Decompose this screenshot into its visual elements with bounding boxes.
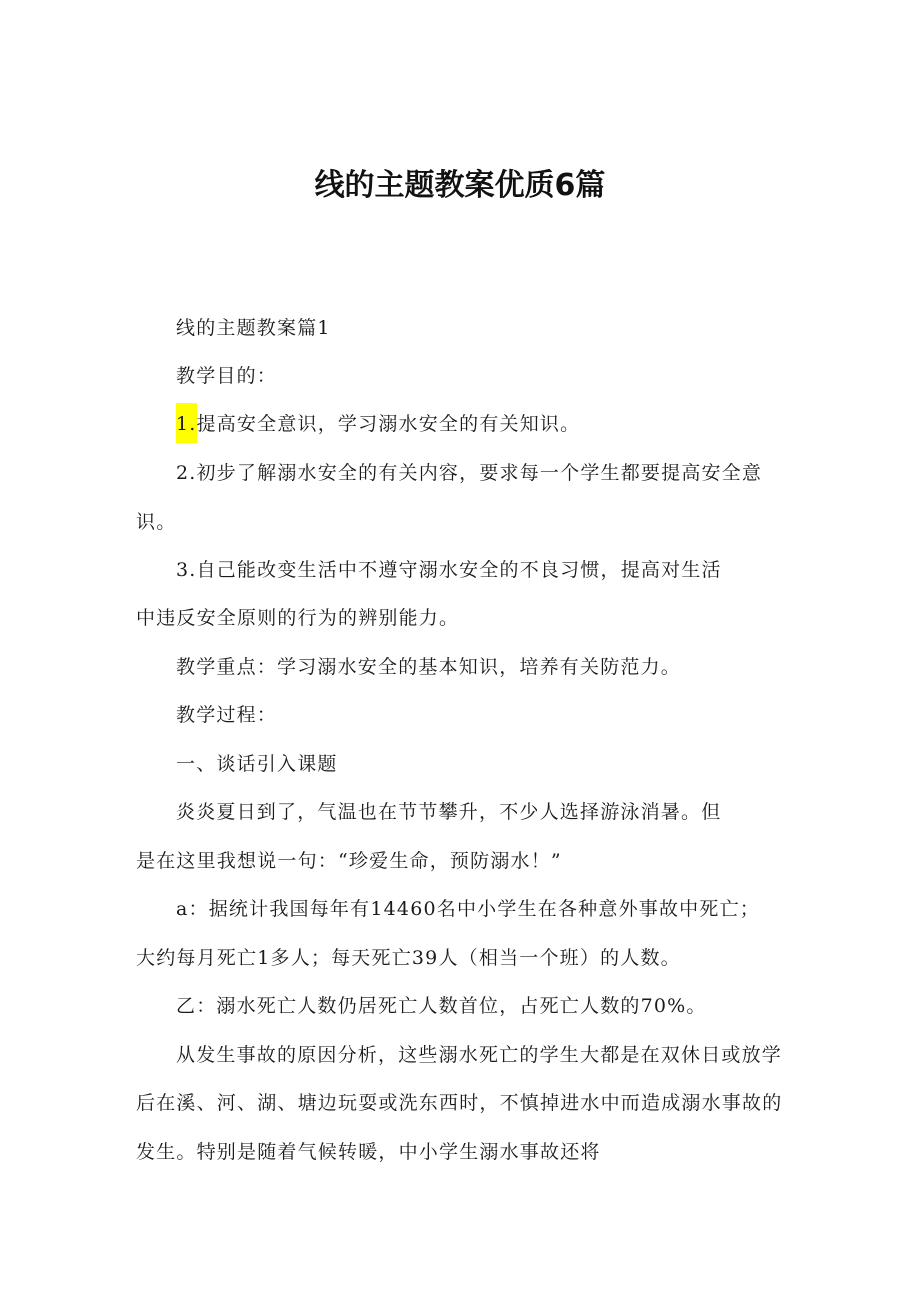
highlight-marker: 1.: [176, 403, 197, 443]
paragraph: 教学目的：: [176, 365, 278, 387]
paragraph: 3.自己能改变生活中不遵守溺水安全的不良习惯，提高对生活: [176, 559, 722, 581]
paragraph-continuation: 是在这里我想说一句：“珍爱生命，预防溺水！”: [136, 850, 562, 872]
paragraph-continuation: 中违反安全原则的行为的辨别能力。: [136, 607, 460, 629]
section-heading: 线的主题教案篇1: [176, 317, 331, 339]
paragraph: a：据统计我国每年有14460名中小学生在各种意外事故中死亡；: [176, 898, 760, 920]
paragraph-highlighted: [176, 412, 580, 436]
paragraph: 从发生事故的原因分析，这些溺水死亡的学生大都是在双休日或放学: [176, 1044, 783, 1066]
paragraph: 教学重点：学习溺水安全的基本知识，培养有关防范力。: [176, 656, 682, 678]
paragraph: 2.初步了解溺水安全的有关内容，要求每一个学生都要提高安全意: [176, 462, 763, 484]
paragraph-continuation: 大约每月死亡1多人；每天死亡39人（相当一个班）的人数。: [136, 947, 681, 969]
paragraph: 一、谈话引入课题: [176, 753, 338, 775]
paragraph-continuation: 发生。特别是随着气候转暖，中小学生溺水事故还将: [136, 1141, 601, 1163]
paragraph: 炎炎夏日到了，气温也在节节攀升，不少人选择游泳消暑。但: [176, 801, 722, 823]
paragraph-text: 提高安全意识，学习溺水安全的有关知识。: [196, 413, 581, 435]
paragraph-continuation: 后在溪、河、湖、塘边玩耍或洗东西时，不慎掉进水中而造成溺水事故的: [136, 1092, 783, 1114]
paragraph-continuation: 识。: [136, 511, 177, 533]
paragraph: 乙：溺水死亡人数仍居死亡人数首位，占死亡人数的70%。: [176, 995, 707, 1017]
paragraph: 教学过程：: [176, 704, 278, 726]
document-title: 线的主题教案优质6篇: [314, 168, 606, 203]
